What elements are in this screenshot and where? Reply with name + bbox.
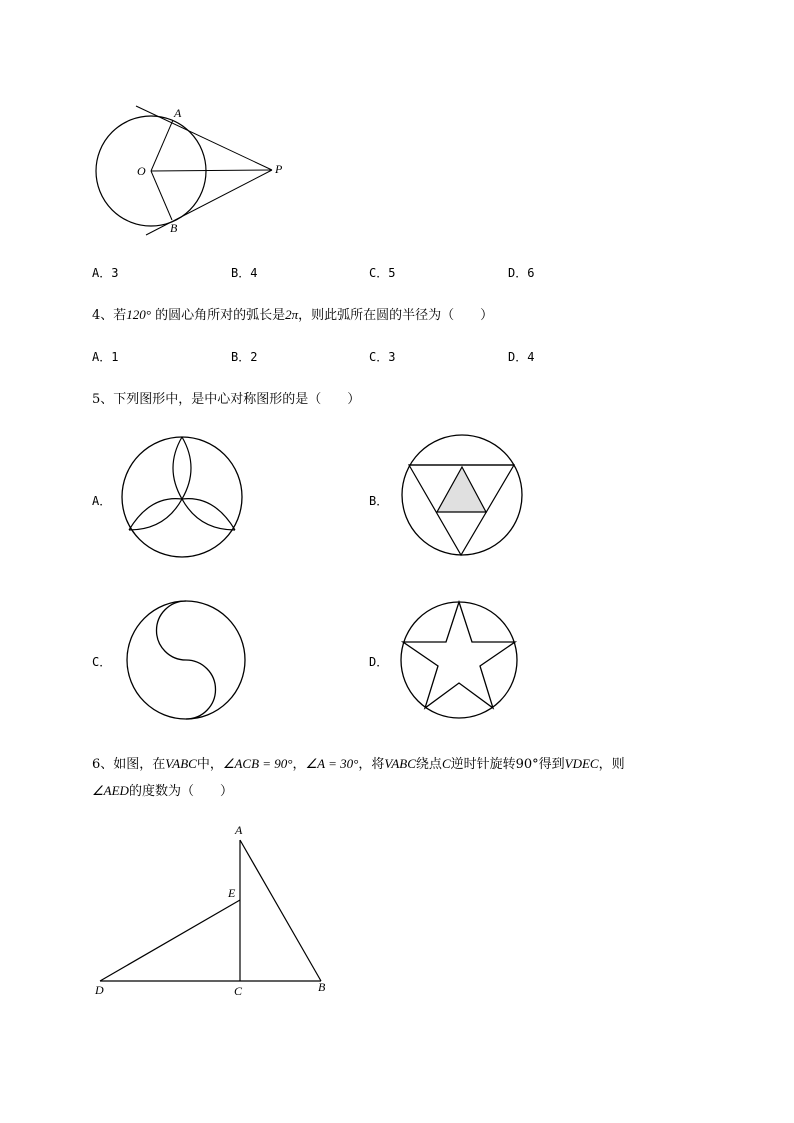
q6-angle-aed: ∠AED xyxy=(92,783,129,798)
q6-text-3: ， xyxy=(292,757,306,772)
q3-option-d[interactable]: D．6 xyxy=(508,266,535,280)
q4-arc: 2π xyxy=(285,307,299,322)
q4-angle: 120° xyxy=(126,307,151,322)
q6-tri-abc: VABC xyxy=(165,756,197,771)
q6-text-1: 6、如图，在 xyxy=(92,757,166,772)
q6-label-b: B xyxy=(318,980,326,994)
q6-text-4: ，将 xyxy=(358,757,385,772)
q5-option-d[interactable]: D． xyxy=(369,655,389,669)
q3-label-b: B xyxy=(170,221,178,235)
q6-text-6: 逆时针旋转90°得到 xyxy=(450,757,565,772)
q5-option-b[interactable]: B． xyxy=(369,494,389,508)
q6-segment-de xyxy=(100,900,240,981)
q3-option-b[interactable]: B．4 xyxy=(231,266,258,280)
q4-text-before: 若 xyxy=(113,308,127,323)
q3-label-a: A xyxy=(174,106,182,120)
q4-option-b[interactable]: B．2 xyxy=(231,350,258,364)
q5-option-a[interactable]: A． xyxy=(92,494,112,508)
q6-cond-acb: ∠ACB = 90° xyxy=(222,756,293,771)
q6-text-8: 的度数为（ ） xyxy=(128,784,233,799)
q6-cond-a: ∠A = 30° xyxy=(305,756,359,771)
q5-question: 5、下列图形中，是中心对称图形的是（ ） xyxy=(92,392,361,407)
q6-label-e: E xyxy=(228,886,236,900)
q3-option-a[interactable]: A．3 xyxy=(92,266,119,280)
q6-label-d: D xyxy=(95,983,104,997)
q4-option-d[interactable]: D．4 xyxy=(508,350,535,364)
q4-option-c[interactable]: C．3 xyxy=(369,350,396,364)
q3-label-p: P xyxy=(275,162,283,176)
q6-text-7: ，则 xyxy=(598,757,625,772)
q6-label-c: C xyxy=(234,984,243,998)
q3-option-c[interactable]: C．5 xyxy=(369,266,396,280)
q6-point-c: C xyxy=(441,756,451,771)
q6-tri-dec: VDEC xyxy=(564,756,599,771)
q6-text-5: 绕点 xyxy=(415,757,442,772)
q6-segment-ab xyxy=(240,840,321,981)
q6-text-2: 中， xyxy=(196,757,223,772)
q4-text-after: ，则此弧所在圆的半径为（ ） xyxy=(298,308,494,323)
q4-number: 4、 xyxy=(92,308,114,323)
q6-tri-abc-2: VABC xyxy=(384,756,416,771)
q4-option-a[interactable]: A．1 xyxy=(92,350,119,364)
q4-text-mid: 的圆心角所对的弧长是 xyxy=(151,308,286,323)
q6-label-a: A xyxy=(235,823,243,837)
q5-option-c[interactable]: C． xyxy=(92,655,112,669)
q3-label-o: O xyxy=(137,164,146,178)
